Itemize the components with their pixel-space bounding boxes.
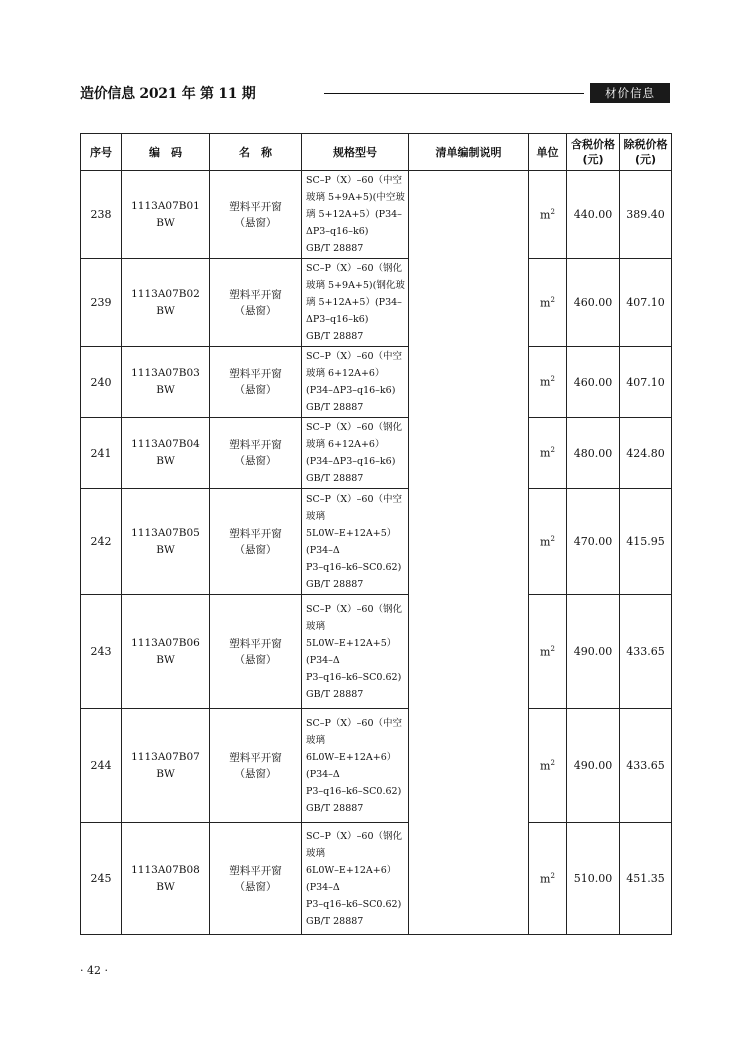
table-row xyxy=(81,259,672,347)
cell-no: 241 xyxy=(81,418,122,489)
cell-code: 1113A07B07 BW xyxy=(122,709,210,823)
cell-no: 245 xyxy=(81,823,122,935)
col-header-spec: 规格型号 xyxy=(302,134,409,171)
cell-net-price: 407.10 xyxy=(620,347,672,418)
cell-spec: SC–P（X）–60（中空玻璃 6L0W–E+12A+6） (P34–Δ P3–q16–k6–SC0.62) GB/T 28887 xyxy=(302,709,409,823)
cell-no: 242 xyxy=(81,489,122,595)
page-number: · 42 · xyxy=(80,964,108,977)
cell-net-price: 451.35 xyxy=(620,823,672,935)
cell-unit: $m^2$ xyxy=(529,823,567,935)
cell-spec: SC–P（X）–60（钢化玻璃 5L0W–E+12A+5） (P34–Δ P3–q16–k6–SC0.62) GB/T 28887 xyxy=(302,595,409,709)
cell-name: 塑料平开窗 （悬窗） xyxy=(210,171,302,259)
cell-tax-price: 470.00 xyxy=(567,489,620,595)
col-header-code: 编 码 xyxy=(122,134,210,171)
cell-spec: SC–P（X）–60（钢化玻璃 5+9A+5)(钢化玻璃 5+12A+5）(P34–ΔP3–q16–k6) GB/T 28887 xyxy=(302,259,409,347)
cell-net-price: 433.65 xyxy=(620,709,672,823)
cell-tax-price: 480.00 xyxy=(567,418,620,489)
cell-spec: SC–P（X）–60（钢化玻璃 6+12A+6） (P34–ΔP3–q16–k6) GB/T 28887 xyxy=(302,418,409,489)
section-badge: 材价信息 xyxy=(590,83,670,103)
cell-spec: SC–P（X）–60（中空玻璃 6+12A+6） (P34–ΔP3–q16–k6) GB/T 28887 xyxy=(302,347,409,418)
col-header-notes: 清单编制说明 xyxy=(409,134,529,171)
cell-name: 塑料平开窗 （悬窗） xyxy=(210,418,302,489)
cell-unit: $m^2$ xyxy=(529,347,567,418)
cell-tax-price: 510.00 xyxy=(567,823,620,935)
cell-name: 塑料平开窗 （悬窗） xyxy=(210,489,302,595)
cell-name: 塑料平开窗 （悬窗） xyxy=(210,709,302,823)
cell-tax-price: 460.00 xyxy=(567,347,620,418)
cell-code: 1113A07B04 BW xyxy=(122,418,210,489)
col-header-tax-price: 含税价格(元) xyxy=(567,134,620,171)
publication-title: 造价信息 2021 年 第 11 期 xyxy=(80,86,256,102)
cell-tax-price: 440.00 xyxy=(567,171,620,259)
page-header xyxy=(80,83,670,103)
cell-tax-price: 460.00 xyxy=(567,259,620,347)
cell-name: 塑料平开窗 （悬窗） xyxy=(210,595,302,709)
cell-net-price: 389.40 xyxy=(620,171,672,259)
col-header-no: 序号 xyxy=(81,134,122,171)
cell-net-price: 433.65 xyxy=(620,595,672,709)
cell-name: 塑料平开窗 （悬窗） xyxy=(210,347,302,418)
cell-code: 1113A07B08 BW xyxy=(122,823,210,935)
cell-no: 239 xyxy=(81,259,122,347)
cell-net-price: 415.95 xyxy=(620,489,672,595)
cell-no: 243 xyxy=(81,595,122,709)
header-rule xyxy=(324,93,584,94)
table-header-row xyxy=(81,134,672,171)
cell-net-price: 424.80 xyxy=(620,418,672,489)
cell-code: 1113A07B03 BW xyxy=(122,347,210,418)
cell-unit: $m^2$ xyxy=(529,259,567,347)
col-header-unit: 单位 xyxy=(529,134,567,171)
table-row xyxy=(81,595,672,709)
col-header-name: 名 称 xyxy=(210,134,302,171)
cell-spec: SC–P（X）–60（钢化玻璃 6L0W–E+12A+6） (P34–Δ P3–q16–k6–SC0.62) GB/T 28887 xyxy=(302,823,409,935)
cell-net-price: 407.10 xyxy=(620,259,672,347)
cell-code: 1113A07B05 BW xyxy=(122,489,210,595)
cell-tax-price: 490.00 xyxy=(567,709,620,823)
table-row xyxy=(81,418,672,489)
price-table xyxy=(80,133,672,935)
cell-no: 240 xyxy=(81,347,122,418)
cell-code: 1113A07B01 BW xyxy=(122,171,210,259)
cell-spec: SC–P（X）–60（中空玻璃 5L0W–E+12A+5） (P34–Δ P3–q16–k6–SC0.62) GB/T 28887 xyxy=(302,489,409,595)
table-row xyxy=(81,171,672,259)
cell-name: 塑料平开窗 （悬窗） xyxy=(210,823,302,935)
cell-unit: $m^2$ xyxy=(529,171,567,259)
table-row xyxy=(81,823,672,935)
cell-notes xyxy=(409,171,529,935)
cell-code: 1113A07B02 BW xyxy=(122,259,210,347)
cell-code: 1113A07B06 BW xyxy=(122,595,210,709)
cell-name: 塑料平开窗 （悬窗） xyxy=(210,259,302,347)
cell-unit: $m^2$ xyxy=(529,418,567,489)
cell-tax-price: 490.00 xyxy=(567,595,620,709)
cell-spec: SC–P（X）–60（中空玻璃 5+9A+5)(中空玻璃 5+12A+5）(P34–ΔP3–q16–k6) GB/T 28887 xyxy=(302,171,409,259)
cell-unit: $m^2$ xyxy=(529,709,567,823)
table-row xyxy=(81,489,672,595)
cell-unit: $m^2$ xyxy=(529,595,567,709)
cell-no: 238 xyxy=(81,171,122,259)
table-row xyxy=(81,709,672,823)
cell-no: 244 xyxy=(81,709,122,823)
table-row xyxy=(81,347,672,418)
col-header-net-price: 除税价格(元) xyxy=(620,134,672,171)
cell-unit: $m^2$ xyxy=(529,489,567,595)
